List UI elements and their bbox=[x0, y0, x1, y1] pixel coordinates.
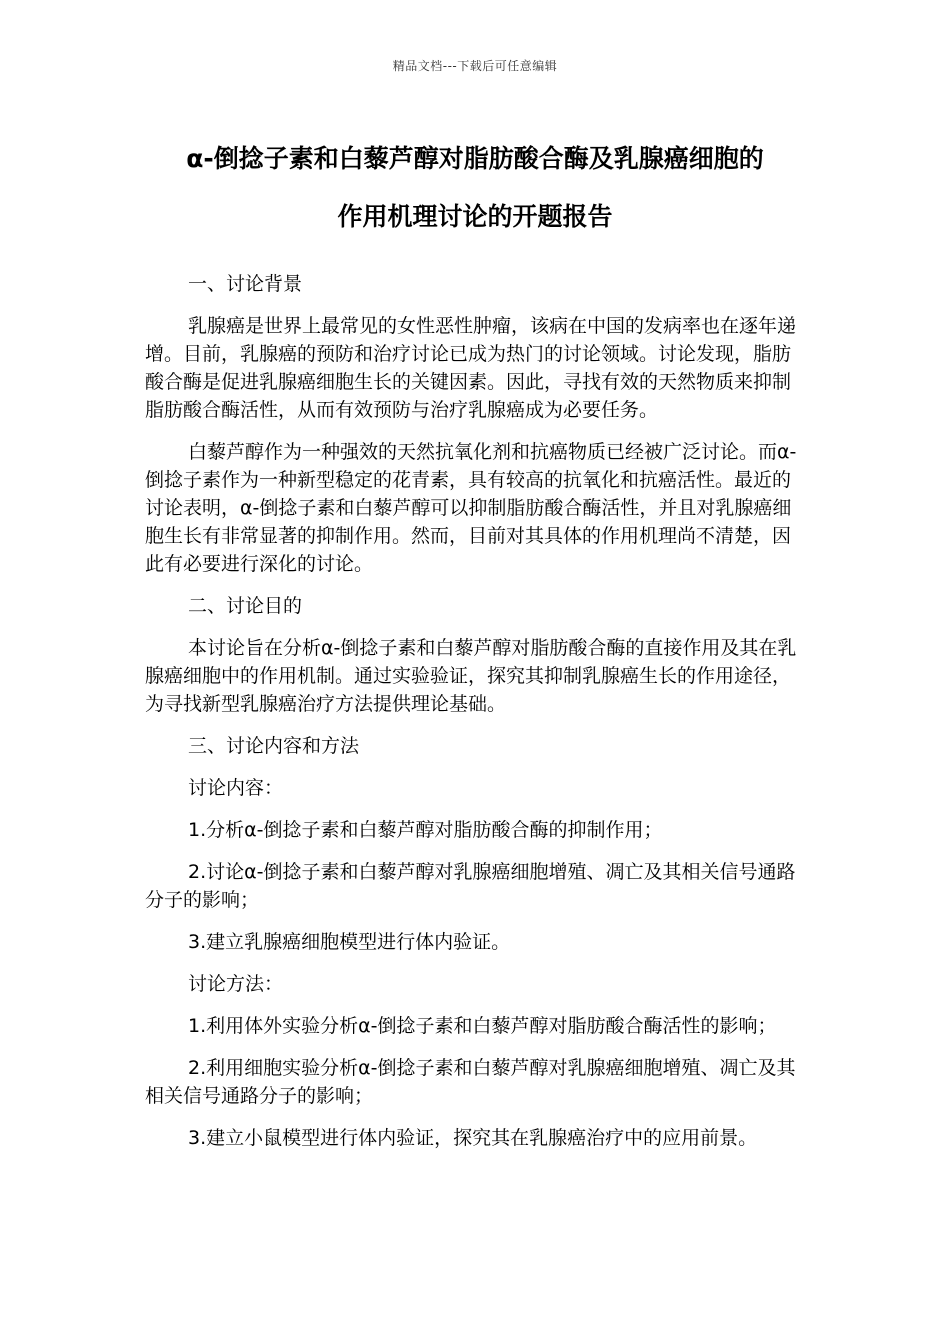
content-item-2: 2.讨论α-倒捻子素和白藜芦醇对乳腺癌细胞增殖、凋亡及其相关信号通路分子的影响； bbox=[145, 861, 796, 911]
paragraph-background-2: 白藜芦醇作为一种强效的天然抗氧化剂和抗癌物质已经被广泛讨论。而α-倒捻子素作为一种新型稳定的花青素，具有较高的抗氧化和抗癌活性。最近的讨论表明，α-倒捻子素和白藜芦醇可以抑制脂肪酸合酶活性，并且对乳腺癌细胞生长有非常显著的抑制作用。然而，目前对其具体的作用机理尚不清楚，因此有必要进行深化的讨论。 bbox=[145, 441, 797, 575]
document-title bbox=[100, 130, 850, 246]
content-item-3: 3.建立乳腺癌细胞模型进行体内验证。 bbox=[188, 931, 511, 953]
section-heading-purpose: 二、讨论目的 bbox=[188, 595, 303, 617]
section-heading-content-methods: 三、讨论内容和方法 bbox=[188, 735, 360, 757]
method-item-2: 2.利用细胞实验分析α-倒捻子素和白藜芦醇对乳腺癌细胞增殖、凋亡及其相关信号通路分子的影响； bbox=[145, 1057, 796, 1107]
page-watermark: 精品文档---下载后可任意编辑 bbox=[392, 59, 558, 73]
subheading-content: 讨论内容： bbox=[188, 777, 284, 799]
document-body bbox=[145, 270, 805, 1166]
method-item-1: 1.利用体外实验分析α-倒捻子素和白藜芦醇对脂肪酸合酶活性的影响； bbox=[188, 1015, 777, 1037]
content-item-1: 1.分析α-倒捻子素和白藜芦醇对脂肪酸合酶的抑制作用； bbox=[188, 819, 663, 841]
subheading-methods: 讨论方法： bbox=[188, 973, 284, 995]
paragraph-background-1: 乳腺癌是世界上最常见的女性恶性肿瘤，该病在中国的发病率也在逐年递增。目前，乳腺癌的预防和治疗讨论已成为热门的讨论领域。讨论发现，脂肪酸合酶是促进乳腺癌细胞生长的关键因素。因此，寻找有效的天然物质来抑制脂肪酸合酶活性，从而有效预防与治疗乳腺癌成为必要任务。 bbox=[145, 315, 797, 421]
method-item-3: 3.建立小鼠模型进行体内验证，探究其在乳腺癌治疗中的应用前景。 bbox=[188, 1127, 758, 1149]
section-heading-background: 一、讨论背景 bbox=[188, 273, 303, 295]
paragraph-purpose: 本讨论旨在分析α-倒捻子素和白藜芦醇对脂肪酸合酶的直接作用及其在乳腺癌细胞中的作用机制。通过实验验证，探究其抑制乳腺癌生长的作用途径，为寻找新型乳腺癌治疗方法提供理论基础。 bbox=[145, 637, 797, 715]
title-line-2: 作用机理讨论的开题报告 bbox=[337, 202, 613, 231]
title-line-1: α-倒捻子素和白藜芦醇对脂肪酸合酶及乳腺癌细胞的 bbox=[186, 144, 764, 173]
